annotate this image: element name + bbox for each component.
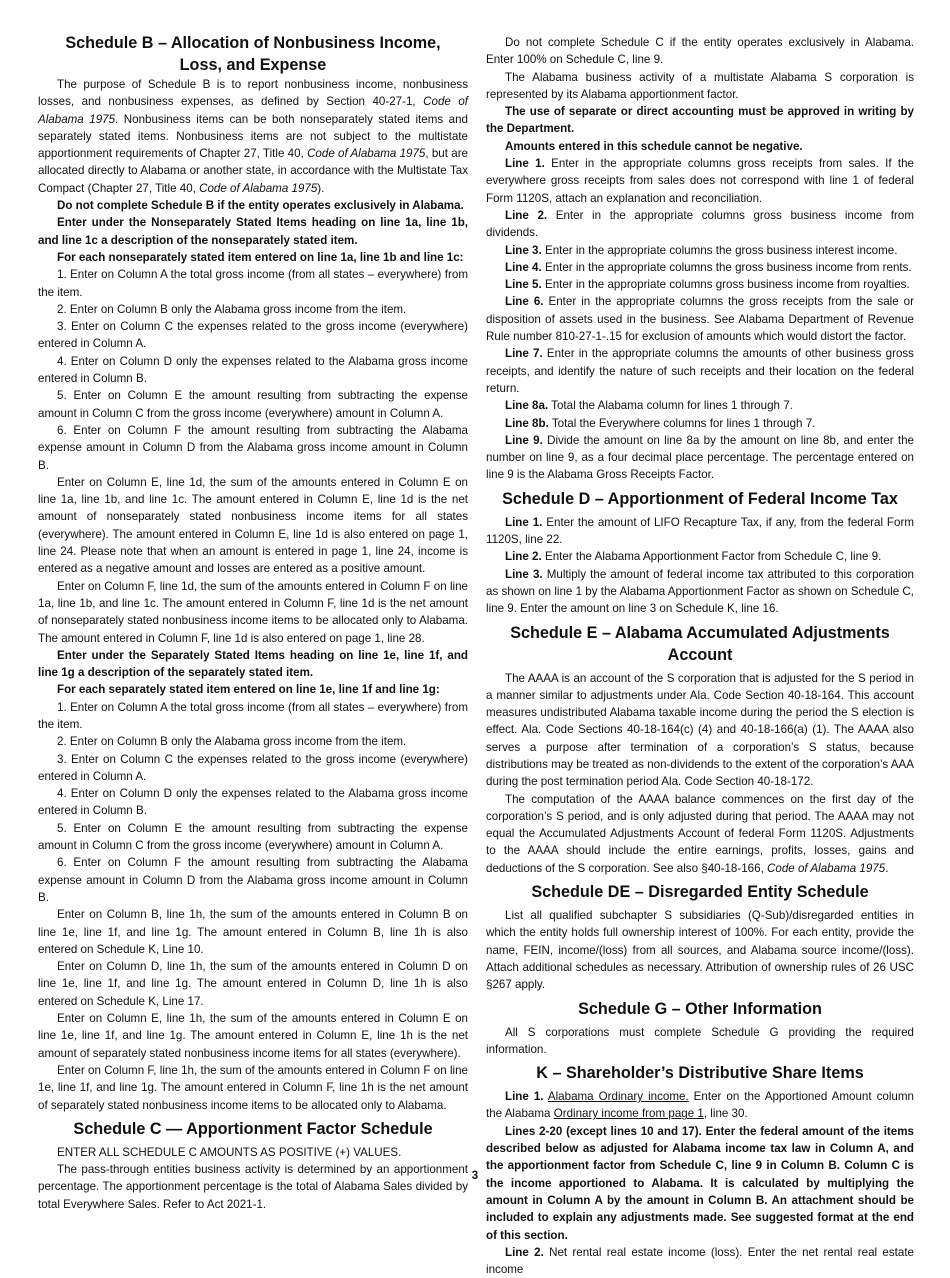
schedule-c-caps: ENTER ALL SCHEDULE C AMOUNTS AS POSITIVE (+) VALUES. bbox=[57, 1145, 402, 1159]
list-item: 6. Enter on Column F the amount resulting from subtracting the Alabama expense amount in Column D from the Alabama gross income amount in Column B. bbox=[38, 423, 468, 472]
schedule-c-line: Line 7. Enter in the appropriate columns the amounts of other business gross receipts, and identify the nature of such receipts and their location on the federal return. bbox=[486, 347, 914, 395]
schedule-c-line: Line 5. Enter in the appropriate columns gross business income from royalties. bbox=[505, 278, 910, 292]
schedule-c-line: Line 8a. Total the Alabama column for lines 1 through 7. bbox=[505, 399, 793, 413]
schedule-b-bold-3: For each nonseparately stated item entered on line 1a, line 1b and line 1c: bbox=[57, 250, 464, 264]
schedule-b-bold-1: Do not complete Schedule B if the entity operates exclusively in Alabama. bbox=[57, 199, 464, 213]
schedule-d-line: Line 3. Multiply the amount of federal income tax attributed to this corporation as shown on line 1 by the Alabama Apportionment Factor as shown on Schedule C, line 9. Enter the amount on line 3 on Schedule K, line 16. bbox=[486, 567, 914, 616]
schedule-k-title: K – Shareholder’s Distributive Share Items bbox=[536, 1064, 864, 1083]
schedule-e-title: Schedule E – Alabama Accumulated Adjustments Account bbox=[510, 623, 890, 664]
schedule-c-line: Line 8b. Total the Everywhere columns for lines 1 through 7. bbox=[505, 416, 816, 430]
paragraph: All S corporations must complete Schedule G providing the required information. bbox=[486, 1025, 914, 1056]
paragraph: List all qualified subchapter S subsidiaries (Q-Sub)/disregarded entities in which the entity holds full ownership interest of 100%. For each entity, provide the name, FEIN, income/(loss) from all sources, and Alabama source income/(loss). Attach additional schedules as necessary. Attribution of ownership rules of 26 USC §267 apply. bbox=[486, 909, 914, 992]
schedule-b-intro: The purpose of Schedule B is to report nonbusiness income, nonbusiness losses, and nonbusiness expenses, as defined by Section 40-27-1, Code of Alabama 1975. Nonbusiness items can be both nonseparately stated items and separately stated items. Nonbusiness items are not subject to the multistate apportionment requirements of Chapter 27, Title 40, Code of Alabama 1975, but are allocated directly to Alabama or another state, in accordance with the Multistate Tax Compact (Chapter 27, Title 40, Code of Alabama 1975). bbox=[38, 78, 469, 195]
right-column bbox=[486, 34, 914, 1278]
schedule-d-line: Line 2. Enter the Alabama Apportionment Factor from Schedule C, line 9. bbox=[505, 550, 882, 564]
list-item: 3. Enter on Column C the expenses related to the gross income (everywhere) entered in Column A. bbox=[38, 320, 468, 351]
schedule-b-title: Schedule B – Allocation of Nonbusiness Income, Loss, and Expense bbox=[65, 34, 441, 74]
paragraph: Enter on Column F, line 1h, the sum of the amounts entered in Column F on line 1e, line 1f, and line 1g. The amount entered in Column F, line 1h is the net amount of separately stated nonbusiness income items to be allocated only to Alabama. bbox=[38, 1063, 468, 1112]
page-number: 3 bbox=[471, 1170, 479, 1182]
schedule-de-title: Schedule DE – Disregarded Entity Schedule bbox=[531, 883, 869, 902]
schedule-c-title: Schedule C — Apportionment Factor Schedule bbox=[73, 1119, 433, 1138]
schedule-c-line: Line 3. Enter in the appropriate columns the gross business interest income. bbox=[505, 243, 898, 257]
list-item: 6. Enter on Column F the amount resulting from subtracting the Alabama expense amount in Column D from the Alabama gross income amount in Column B. bbox=[38, 856, 468, 904]
paragraph: Enter on Column E, line 1d, the sum of the amounts entered in Column E on line 1a, line 1b, and line 1c. The amount entered in Column E, line 1d is the net amount of nonseparately stated nonbusiness income items for all states (everywhere). The amount entered in Column E, line 1d is also entered on page 1, line 24. Please note that when an amount is entered in page 1, line 24, income is entered as a negative amount and losses are entered as a positive amount. bbox=[38, 475, 468, 576]
schedule-c-line: Line 2. Enter in the appropriate columns gross business income from dividends. bbox=[486, 208, 914, 240]
list-item: 2. Enter on Column B only the Alabama gross income from the item. bbox=[57, 735, 407, 749]
schedule-c-bold-1: The use of separate or direct accounting must be approved in writing by the Department. bbox=[486, 105, 914, 136]
schedule-d-line: Line 1. Enter the amount of LIFO Recapture Tax, if any, from the federal Form 1120S, line 22. bbox=[486, 515, 914, 547]
paragraph: The Alabama business activity of a multistate Alabama S corporation is represented by its Alabama apportionment factor. bbox=[486, 70, 914, 101]
paragraph: Enter on Column E, line 1h, the sum of the amounts entered in Column E on line 1e, line 1f, and line 1g. The amount entered in Column E, line 1h is the net amount of separately stated nonbusiness income items for all states (everywhere). bbox=[38, 1012, 468, 1060]
paragraph: Enter on Column B, line 1h, the sum of the amounts entered in Column B on line 1e, line 1f, and line 1g. The amount entered in Column B, line 1h is also entered on Schedule K, Line 10. bbox=[38, 908, 468, 956]
left-column bbox=[38, 32, 468, 1213]
paragraph: The computation of the AAAA balance commences on the first day of the corporation’s S period, and is only adjusted during that period. The AAAA may not equal the Accumulated Adjustments Account of federal Form 1120S. Adjustments to the AAAA should include the entire earnings, profits, losses, gains and deductions of the S corporation. See also §40-18-166, Code of Alabama 1975. bbox=[486, 792, 914, 875]
schedule-c-line: Line 9. Divide the amount on line 8a by the amount on line 8b, and enter the number on line 9, as a four decimal place percentage. The percentage entered on line 9 is the Alabama Gross Receipts Factor. bbox=[486, 433, 914, 482]
list-item: 2. Enter on Column B only the Alabama gross income from the item. bbox=[57, 302, 407, 316]
schedule-c-line: Line 6. Enter in the appropriate columns the gross receipts from the sale or disposition of assets used in the business. See Alabama Department of Revenue Rule number 810-27-1-.15 for exclusion of amounts which would distort the factor. bbox=[486, 295, 914, 344]
paragraph: The pass-through entities business activity is determined by an apportionment percentage. The apportionment percentage is the total of Alabama Sales divided by total Everywhere Sales. Refer to Act 2021-1. bbox=[38, 1163, 468, 1211]
schedule-c-line: Line 1. Enter in the appropriate columns gross receipts from sales. If the everywhere gross receipts from sales does not correspond with line 1 of federal Form 1120S, attach an explanation and reconciliation. bbox=[486, 157, 914, 205]
schedule-b-bold-2: Enter under the Nonseparately Stated Items heading on line 1a, line 1b, and line 1c a description of the nonseparately stated item. bbox=[38, 216, 468, 247]
schedule-k-bold-para: Lines 2-20 (except lines 10 and 17). Enter the federal amount of the items described below as adjusted for Alabama income tax law in Column A, and the apportionment factor from Schedule C, line 9 in Column B. Column C is the income apportioned to Alabama. It is calculated by multiplying the amount in Column A by the amount in Column B. An attachment should be included to explain any adjustments made. See suggested format at the end of this section. bbox=[486, 1124, 914, 1242]
schedule-c-line: Line 4. Enter in the appropriate columns the gross business income from rents. bbox=[505, 260, 912, 274]
list-item: 5. Enter on Column E the amount resulting from subtracting the expense amount in Column C from the gross income (everywhere) amount in Column A. bbox=[38, 821, 468, 853]
paragraph: The AAAA is an account of the S corporation that is adjusted for the S period in a manner similar to adjustments under Ala. Code Section 40-18-164. This account measures undistributed Alabama taxable income during the period the S election is effect. Ala. Code Sections 40-18-164(c) (4) and 40-18-166(a) (1). The AAAA also serves a purpose after termination of a corporation’s S status, because distributions may be treated as non-dividends to the extent of the corporation’s AAA during the post termination period Ala. Code Section 40-18-172. bbox=[486, 671, 914, 789]
schedule-b-bold-4: Enter under the Separately Stated Items heading on line 1e, line 1f, and line 1g a description of the separately stated item. bbox=[38, 648, 468, 680]
schedule-b-bold-5: For each separately stated item entered on line 1e, line 1f and line 1g: bbox=[57, 683, 440, 697]
schedule-k-line-2: Line 2. Net rental real estate income (loss). Enter the net rental real estate income bbox=[486, 1245, 914, 1277]
paragraph: Enter on Column D, line 1h, the sum of the amounts entered in Column D on line 1e, line 1f, and line 1g. The amount entered in Column D, line 1h is also entered on Schedule K, Line 17. bbox=[38, 960, 468, 1008]
list-item: 4. Enter on Column D only the expenses related to the Alabama gross income entered in Column B. bbox=[38, 787, 468, 818]
paragraph: Do not complete Schedule C if the entity operates exclusively in Alabama. Enter 100% on Schedule C, line 9. bbox=[486, 36, 914, 67]
schedule-k-line-1: Line 1. Alabama Ordinary income. Enter on the Apportioned Amount column the Alabama Ordinary income from page 1, line 30. bbox=[486, 1090, 914, 1121]
schedule-g-title: Schedule G – Other Information bbox=[578, 999, 822, 1018]
list-item: 4. Enter on Column D only the expenses related to the Alabama gross income entered in Column B. bbox=[38, 354, 468, 386]
schedule-c-bold-2: Amounts entered in this schedule cannot be negative. bbox=[505, 139, 803, 153]
list-item: 1. Enter on Column A the total gross income (from all states – everywhere) from the item. bbox=[38, 700, 468, 731]
schedule-d-title: Schedule D – Apportionment of Federal Income Tax bbox=[502, 489, 898, 508]
paragraph: Enter on Column F, line 1d, the sum of the amounts entered in Column F on line 1a, line 1b, and line 1c. The amount entered in Column F, line 1d is the net amount of nonseparately stated nonbusiness income items to be allocated only to Alabama. The amount entered in Column F, line 1d is also entered on page 1, line 28. bbox=[38, 579, 468, 645]
list-item: 5. Enter on Column E the amount resulting from subtracting the expense amount in Column C from the gross income (everywhere) amount in Column A. bbox=[38, 389, 468, 420]
list-item: 1. Enter on Column A the total gross income (from all states – everywhere) from the item. bbox=[38, 268, 468, 299]
list-item: 3. Enter on Column C the expenses related to the gross income (everywhere) entered in Column A. bbox=[38, 752, 468, 783]
